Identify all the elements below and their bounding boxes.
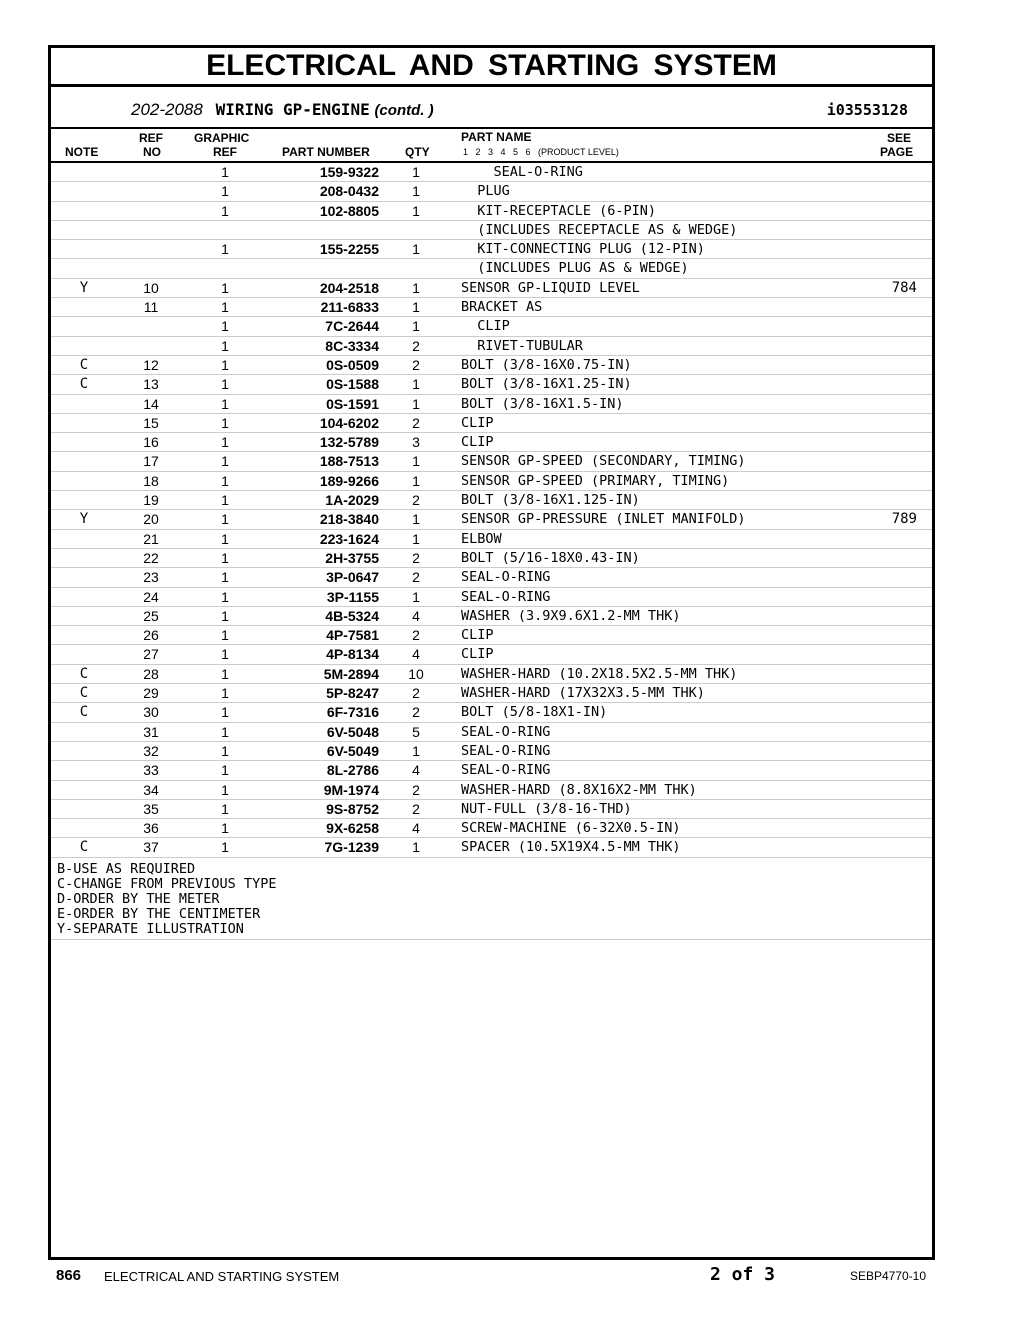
row-part-number: 7G-1239	[324, 839, 379, 856]
row-ref-no: 17	[143, 453, 159, 470]
row-part-name: BOLT (3/8-16X0.75-IN)	[461, 356, 632, 373]
row-qty: 1	[412, 472, 420, 489]
table-row	[51, 491, 932, 510]
row-graphic-ref: 1	[221, 820, 229, 837]
row-graphic-ref: 1	[221, 704, 229, 721]
row-part-name: KIT-CONNECTING PLUG (12-PIN)	[461, 241, 705, 258]
row-note: C	[79, 685, 89, 702]
footer-section: ELECTRICAL AND STARTING SYSTEM	[104, 1269, 340, 1284]
row-part-name: SENSOR GP-SPEED (SECONDARY, TIMING)	[461, 453, 746, 470]
row-graphic-ref: 1	[221, 627, 229, 644]
row-ref-no: 12	[143, 356, 159, 373]
row-note: Y	[79, 279, 89, 296]
row-qty: 1	[412, 299, 420, 316]
row-part-number: 208-0432	[319, 183, 379, 200]
row-graphic-ref: 1	[221, 395, 229, 412]
row-ref-no: 27	[143, 646, 159, 663]
row-part-number: 8L-2786	[326, 762, 379, 779]
row-part-number: 3P-1155	[326, 588, 379, 605]
row-part-number: 1A-2029	[325, 492, 379, 509]
row-part-name: SCREW-MACHINE (6-32X0.5-IN)	[461, 820, 681, 837]
row-see-page: 784	[891, 279, 917, 296]
row-qty: 1	[412, 279, 420, 296]
row-qty: 2	[412, 356, 420, 373]
row-part-number: 9M-1974	[323, 781, 379, 798]
row-qty: 1	[412, 202, 420, 219]
row-graphic-ref: 1	[221, 511, 229, 528]
row-ref-no: 30	[143, 704, 159, 721]
table-row	[51, 221, 932, 240]
row-part-name: SEAL-O-RING	[461, 588, 551, 605]
row-qty: 2	[412, 704, 420, 721]
col-part-name: PART NAME	[461, 130, 532, 144]
row-part-name: SENSOR GP-LIQUID LEVEL	[461, 279, 640, 296]
table-row	[51, 163, 932, 182]
row-qty: 2	[412, 627, 420, 644]
row-part-name: WASHER (3.9X9.6X1.2-MM THK)	[461, 607, 681, 624]
row-ref-no: 24	[143, 588, 159, 605]
page-title: ELECTRICAL AND STARTING SYSTEM	[51, 48, 932, 87]
legend-line: E-ORDER BY THE CENTIMETER	[57, 905, 261, 922]
row-graphic-ref: 1	[221, 607, 229, 624]
row-qty: 2	[412, 414, 420, 431]
row-qty: 1	[412, 376, 420, 393]
row-qty: 2	[412, 337, 420, 354]
row-part-number: 0S-1591	[326, 395, 379, 412]
row-see-page: 789	[891, 511, 917, 528]
row-part-number: 7C-2644	[325, 318, 379, 335]
row-ref-no: 18	[143, 472, 159, 489]
row-graphic-ref: 1	[221, 318, 229, 335]
page-footer	[56, 1264, 936, 1288]
row-graphic-ref: 1	[221, 723, 229, 740]
table-row	[51, 684, 932, 703]
footer-doc-number: SEBP4770-10	[849, 1269, 926, 1283]
row-ref-no: 31	[143, 723, 159, 740]
row-qty: 10	[408, 665, 424, 682]
table-row	[51, 298, 932, 317]
row-ref-no: 29	[143, 685, 159, 702]
row-qty: 3	[412, 434, 420, 451]
group-name: WIRING GP-ENGINE	[215, 100, 370, 119]
col-graphic-bottom: REF	[213, 145, 237, 159]
legend-line: C-CHANGE FROM PREVIOUS TYPE	[57, 875, 277, 892]
row-graphic-ref: 1	[221, 742, 229, 759]
row-note: Y	[79, 511, 89, 528]
row-qty: 5	[412, 723, 420, 740]
table-row	[51, 607, 932, 626]
row-part-number: 188-7513	[319, 453, 379, 470]
group-ref-id: i03553128	[826, 101, 908, 119]
row-part-number: 204-2518	[319, 279, 379, 296]
row-graphic-ref: 1	[221, 549, 229, 566]
row-part-name: BOLT (5/16-18X0.43-IN)	[461, 549, 640, 566]
table-row	[51, 665, 932, 684]
row-part-name: WASHER-HARD (17X32X3.5-MM THK)	[461, 685, 705, 702]
column-header	[51, 129, 932, 163]
row-qty: 2	[412, 685, 420, 702]
row-part-number: 8C-3334	[325, 337, 379, 354]
table-row	[51, 317, 932, 336]
row-qty: 4	[412, 607, 420, 624]
row-note: C	[79, 376, 89, 393]
table-row	[51, 761, 932, 780]
table-row	[51, 337, 932, 356]
row-part-name: CLIP	[461, 434, 494, 451]
row-graphic-ref: 1	[221, 588, 229, 605]
table-row	[51, 781, 932, 800]
row-note: C	[79, 356, 89, 373]
row-part-name: SEAL-O-RING	[461, 569, 551, 586]
table-row	[51, 742, 932, 761]
row-part-name: SEAL-O-RING	[461, 762, 551, 779]
row-graphic-ref: 1	[221, 279, 229, 296]
row-ref-no: 10	[143, 279, 159, 296]
table-row	[51, 414, 932, 433]
table-row	[51, 279, 932, 298]
table-row	[51, 375, 932, 394]
row-part-name: RIVET-TUBULAR	[461, 337, 583, 354]
row-qty: 4	[412, 762, 420, 779]
group-header	[51, 87, 932, 129]
row-qty: 2	[412, 781, 420, 798]
row-qty: 1	[412, 453, 420, 470]
row-part-number: 4B-5324	[325, 607, 379, 624]
row-graphic-ref: 1	[221, 781, 229, 798]
group-contd: (contd. )	[374, 102, 434, 119]
row-part-name: SPACER (10.5X19X4.5-MM THK)	[461, 839, 681, 856]
row-graphic-ref: 1	[221, 839, 229, 856]
row-ref-no: 11	[143, 299, 159, 316]
row-part-name: BRACKET AS	[461, 299, 543, 316]
row-part-name: PLUG	[461, 183, 510, 200]
col-ref-top: REF	[139, 131, 163, 145]
row-part-name: SENSOR GP-SPEED (PRIMARY, TIMING)	[461, 472, 730, 489]
row-qty: 1	[412, 530, 420, 547]
col-note: NOTE	[65, 145, 99, 159]
row-part-number: 9X-6258	[326, 820, 379, 837]
row-qty: 1	[412, 511, 420, 528]
row-qty: 2	[412, 549, 420, 566]
row-part-name: BOLT (5/8-18X1-IN)	[461, 704, 608, 721]
row-part-name: CLIP	[461, 627, 494, 644]
row-part-number: 9S-8752	[326, 800, 379, 817]
row-part-name: CLIP	[461, 646, 494, 663]
row-graphic-ref: 1	[221, 800, 229, 817]
row-qty: 1	[412, 588, 420, 605]
note-legend	[51, 858, 932, 940]
col-see-bottom: PAGE	[880, 145, 914, 159]
row-part-name: (INCLUDES RECEPTACLE AS & WEDGE)	[461, 221, 738, 238]
row-part-name: ELBOW	[461, 530, 502, 547]
row-part-number: 211-6833	[320, 299, 379, 316]
row-graphic-ref: 1	[221, 665, 229, 682]
table-row	[51, 182, 932, 201]
row-ref-no: 13	[143, 376, 159, 393]
row-part-name: SENSOR GP-PRESSURE (INLET MANIFOLD)	[461, 511, 746, 528]
table-row	[51, 356, 932, 375]
row-part-number: 2H-3755	[325, 549, 379, 566]
row-ref-no: 15	[143, 414, 159, 431]
row-part-number: 159-9322	[319, 164, 379, 180]
row-part-number: 4P-8134	[326, 646, 379, 663]
row-ref-no: 33	[143, 762, 159, 779]
row-ref-no: 16	[143, 434, 159, 451]
table-row	[51, 723, 932, 742]
legend-line: B-USE AS REQUIRED	[57, 860, 196, 877]
table-row	[51, 645, 932, 664]
table-row	[51, 800, 932, 819]
row-graphic-ref: 1	[221, 492, 229, 509]
row-ref-no: 36	[143, 820, 159, 837]
table-row	[51, 588, 932, 607]
group-number: 202-2088	[131, 100, 203, 119]
table-row	[51, 510, 932, 529]
row-part-number: 218-3840	[319, 511, 379, 528]
footer-page-of: 2 of 3	[710, 1264, 776, 1285]
row-part-number: 5M-2894	[323, 665, 379, 682]
row-qty: 4	[412, 646, 420, 663]
table-row	[51, 568, 932, 587]
parts-page-frame	[48, 45, 935, 1260]
row-ref-no: 22	[143, 549, 159, 566]
row-graphic-ref: 1	[221, 164, 229, 180]
row-qty: 1	[412, 241, 420, 258]
row-part-name: KIT-RECEPTACLE (6-PIN)	[461, 202, 657, 219]
row-part-name: BOLT (3/8-16X1.125-IN)	[461, 492, 640, 509]
row-qty: 1	[412, 318, 420, 335]
row-part-number: 6V-5048	[326, 723, 379, 740]
row-qty: 1	[412, 183, 420, 200]
row-qty: 1	[412, 742, 420, 759]
table-row	[51, 259, 932, 278]
table-row	[51, 819, 932, 838]
row-part-name: CLIP	[461, 414, 494, 431]
row-part-number: 3P-0647	[326, 569, 379, 586]
row-ref-no: 20	[143, 511, 159, 528]
row-part-name: WASHER-HARD (8.8X16X2-MM THK)	[461, 781, 697, 798]
table-row	[51, 452, 932, 471]
col-part-number: PART NUMBER	[282, 145, 370, 159]
row-graphic-ref: 1	[221, 376, 229, 393]
row-note: C	[79, 665, 89, 682]
row-part-name: CLIP	[461, 318, 510, 335]
row-graphic-ref: 1	[221, 453, 229, 470]
row-part-number: 6V-5049	[326, 742, 379, 759]
row-graphic-ref: 1	[221, 685, 229, 702]
row-graphic-ref: 1	[221, 569, 229, 586]
row-ref-no: 28	[143, 665, 159, 682]
row-graphic-ref: 1	[221, 241, 229, 258]
table-row	[51, 838, 932, 857]
table-row	[51, 530, 932, 549]
row-part-number: 5P-8247	[326, 685, 379, 702]
col-ref-bottom: NO	[143, 145, 161, 159]
row-note: C	[79, 839, 89, 856]
legend-line: Y-SEPARATE ILLUSTRATION	[57, 920, 244, 937]
row-part-number: 189-9266	[319, 472, 379, 489]
row-graphic-ref: 1	[221, 337, 229, 354]
table-row	[51, 703, 932, 722]
row-ref-no: 19	[143, 492, 159, 509]
row-ref-no: 26	[143, 627, 159, 644]
row-qty: 1	[412, 395, 420, 412]
row-part-number: 4P-7581	[326, 627, 379, 644]
row-ref-no: 23	[143, 569, 159, 586]
row-ref-no: 37	[143, 839, 159, 856]
table-row	[51, 202, 932, 221]
col-product-levels: 1 2 3 4 5 6 (PRODUCT LEVEL)	[463, 147, 619, 157]
table-row	[51, 472, 932, 491]
row-ref-no: 14	[143, 395, 159, 412]
row-part-name: SEAL-O-RING	[461, 742, 551, 759]
row-part-name: SEAL-O-RING	[461, 723, 551, 740]
row-graphic-ref: 1	[221, 762, 229, 779]
row-part-name: WASHER-HARD (10.2X18.5X2.5-MM THK)	[461, 665, 738, 682]
row-note: C	[79, 704, 89, 721]
row-ref-no: 32	[143, 742, 159, 759]
row-part-number: 104-6202	[319, 414, 379, 431]
row-qty: 2	[412, 800, 420, 817]
group-line	[131, 100, 434, 120]
table-row	[51, 240, 932, 259]
row-ref-no: 25	[143, 607, 159, 624]
table-row	[51, 433, 932, 452]
row-graphic-ref: 1	[221, 530, 229, 547]
table-row	[51, 395, 932, 414]
row-part-number: 0S-0509	[326, 356, 379, 373]
row-part-name: SEAL-O-RING	[461, 164, 583, 180]
row-part-name: BOLT (3/8-16X1.5-IN)	[461, 395, 624, 412]
row-ref-no: 34	[143, 781, 159, 798]
row-part-name: NUT-FULL (3/8-16-THD)	[461, 800, 632, 817]
row-part-name: (INCLUDES PLUG AS & WEDGE)	[461, 260, 689, 277]
legend-line: D-ORDER BY THE METER	[57, 890, 220, 907]
row-qty: 1	[412, 839, 420, 856]
row-graphic-ref: 1	[221, 299, 229, 316]
row-part-number: 102-8805	[319, 202, 379, 219]
row-part-name: BOLT (3/8-16X1.25-IN)	[461, 376, 632, 393]
col-graphic-top: GRAPHIC	[194, 131, 250, 145]
row-ref-no: 35	[143, 800, 159, 817]
row-graphic-ref: 1	[221, 414, 229, 431]
row-qty: 1	[412, 164, 420, 180]
row-graphic-ref: 1	[221, 183, 229, 200]
col-see-top: SEE	[887, 131, 912, 145]
footer-page-number: 866	[56, 1267, 82, 1284]
parts-table	[51, 163, 932, 858]
row-graphic-ref: 1	[221, 202, 229, 219]
row-qty: 4	[412, 820, 420, 837]
row-part-number: 155-2255	[319, 241, 379, 258]
row-graphic-ref: 1	[221, 646, 229, 663]
row-part-number: 223-1624	[319, 530, 379, 547]
table-row	[51, 626, 932, 645]
row-graphic-ref: 1	[221, 356, 229, 373]
col-qty: QTY	[405, 145, 430, 159]
row-ref-no: 21	[143, 530, 159, 547]
table-row	[51, 549, 932, 568]
row-qty: 2	[412, 569, 420, 586]
row-part-number: 6F-7316	[326, 704, 379, 721]
row-graphic-ref: 1	[221, 472, 229, 489]
row-qty: 2	[412, 492, 420, 509]
row-graphic-ref: 1	[221, 434, 229, 451]
row-part-number: 0S-1588	[326, 376, 379, 393]
row-part-number: 132-5789	[319, 434, 379, 451]
